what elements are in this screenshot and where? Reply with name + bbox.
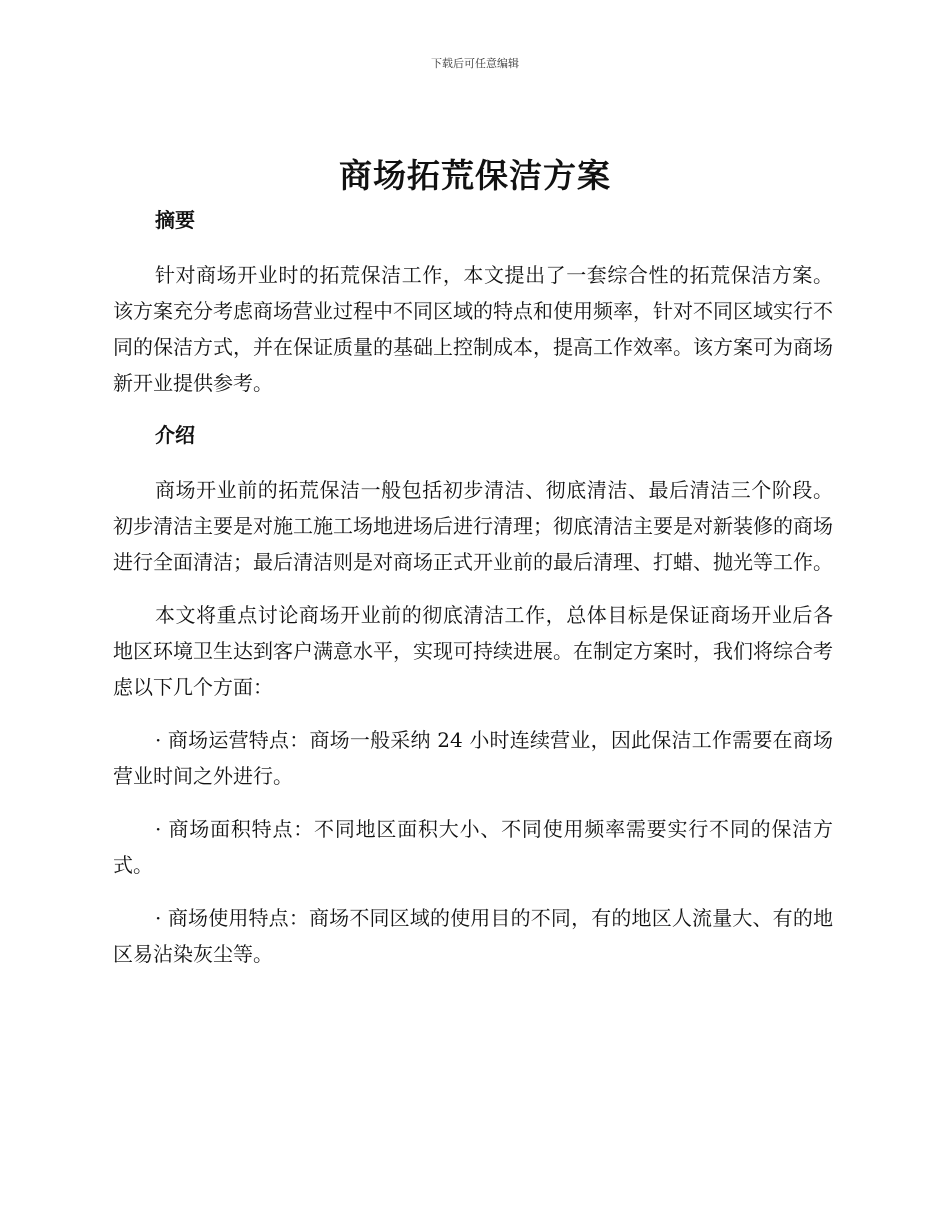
abstract-heading: 摘要	[155, 208, 195, 232]
intro-paragraph: 商场开业前的拓荒保洁一般包括初步清洁、彻底清洁、最后清洁三个阶段。初步清洁主要是对施工施工场地进场后进行清理；彻底清洁主要是对新装修的商场进行全面清洁；最后清洁则是对商场正式开业前的最后清理、打蜡、抛光等工作。	[113, 478, 833, 574]
intro-paragraph: 本文将重点讨论商场开业前的彻底清洁工作，总体目标是保证商场开业后各地区环境卫生达到客户满意水平，实现可持续进展。在制定方案时，我们将综合考虑以下几个方面：	[113, 603, 833, 699]
bullet-item: · 商场运营特点：商场一般采纳 24 小时连续营业，因此保洁工作需要在商场营业时间之外进行。	[113, 728, 833, 788]
document-body	[113, 203, 833, 972]
header-note: 下载后可任意编辑	[431, 57, 519, 70]
abstract-paragraph: 针对商场开业时的拓荒保洁工作，本文提出了一套综合性的拓荒保洁方案。该方案充分考虑商场营业过程中不同区域的特点和使用频率，针对不同区域实行不同的保洁方式，并在保证质量的基础上控制成本，提高工作效率。该方案可为商场新开业提供参考。	[113, 263, 833, 395]
intro-heading: 介绍	[155, 423, 195, 447]
bullet-item: · 商场使用特点：商场不同区域的使用目的不同，有的地区人流量大、有的地区易沾染灰尘等。	[113, 906, 833, 966]
bullet-item: · 商场面积特点：不同地区面积大小、不同使用频率需要实行不同的保洁方式。	[113, 817, 833, 877]
document-title: 商场拓荒保洁方案	[339, 156, 611, 195]
